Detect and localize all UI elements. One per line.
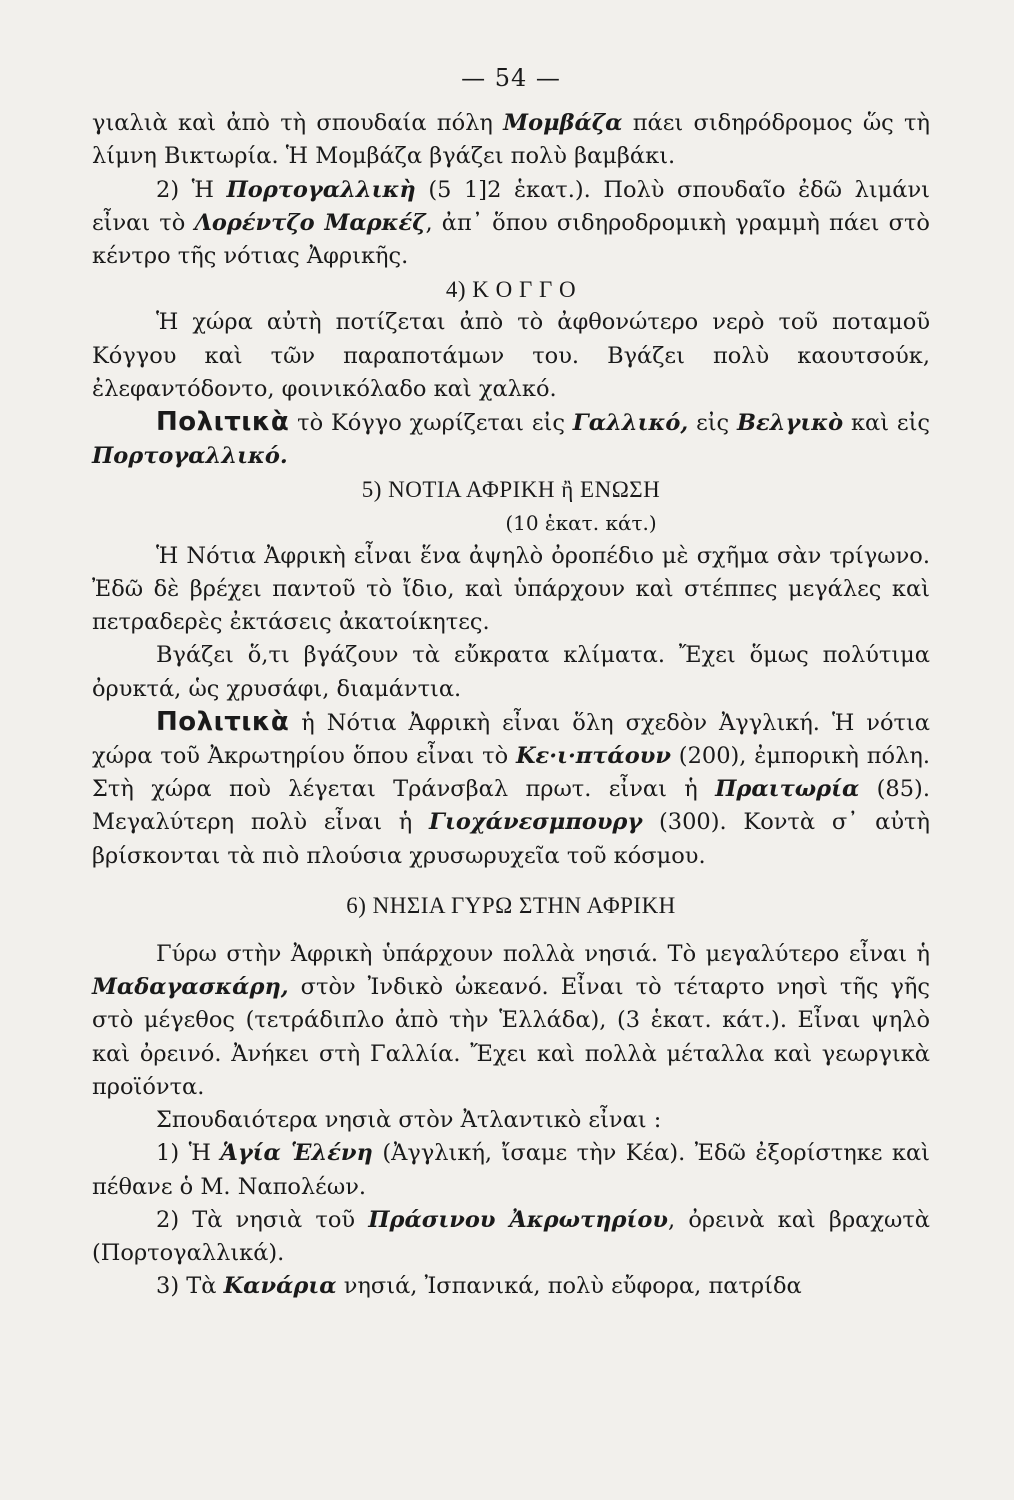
text: 2) Τὰ νησιὰ τοῦ	[156, 1206, 369, 1233]
paragraph-south-africa-minerals: Βγάζει ὅ,τι βγάζουν τὰ εὔκρατα κλίματα. Ἔχει ὅμως πολύτιμα ὀρυκτά, ὡς χρυσάφι, διαμάντια.	[92, 642, 930, 702]
place-cape-town: Κε·ι·πτάουν	[515, 743, 671, 770]
text: (5 1]2 ἑκατ.). Πολὺ σπουδαῖο ἐδῶ λιμάνι εἶναι τὸ	[92, 176, 930, 236]
paragraph-islands	[92, 938, 930, 1104]
text: ἡ Νότια Ἀφρικὴ εἶναι ὅλη σχεδὸν Ἀγγλική. Ἡ νότια χώρα τοῦ Ἀκρωτηρίου ὅπου εἶναι τὸ	[92, 709, 930, 770]
text: εἰς	[688, 410, 738, 437]
politics-label: Πολιτικὰ	[156, 706, 290, 737]
text: (85). Μεγαλύτερη πολὺ εἶναι ἡ	[92, 776, 930, 836]
text: τὸ Κόγγο χωρίζεται εἰς	[289, 410, 573, 437]
paragraph-portuguese-east-africa	[92, 174, 930, 274]
text: , ἀπ᾽ ὅπου σιδηροδρομικὴ γραμμὴ πάει στὸ κέντρο τῆς νότιας Ἀφρικῆς.	[92, 209, 930, 270]
section-heading-south-africa: 5) ΝΟΤΙΑ ΑΦΡΙΚΗ ἢ ΕΝΩΣΗ	[361, 477, 661, 503]
section-heading-congo: 4) Κ Ο Γ Γ Ο	[445, 277, 577, 303]
text: 1) Ἡ	[156, 1140, 221, 1167]
place-belgian: Βελγικὸ	[737, 410, 844, 437]
page-number: — 54 —	[461, 64, 561, 92]
text: , ὀρεινὰ καὶ βραχωτὰ (Πορτογαλλικά).	[92, 1206, 930, 1266]
text: στὸν Ἰνδικὸ ὠκεανό. Εἶναι τὸ τέταρτο νησὶ τῆς γῆς στὸ μέγεθος (τετράδιπλο ἀπὸ τὴν Ἑλλάδα), (3 ἑκατ. κάτ.). Εἶναι ψηλὸ καὶ ὀρεινό. Ἀνήκει στὴ Γαλλία. Ἔχει καὶ πολλὰ μέταλλα καὶ γεωργικὰ προϊόντα.	[92, 974, 930, 1100]
paragraph-south-africa-politics	[92, 706, 930, 873]
place-saint-helena: Ἁγία Ἑλένη	[220, 1140, 373, 1167]
paragraph-atlantic-islands: Σπουδαιότερα νησιὰ στὸν Ἀτλαντικὸ εἶναι :	[156, 1107, 662, 1134]
place-madagascar: Μαδαγασκάρη,	[92, 974, 289, 1001]
paragraph-congo: Ἡ χώρα αὐτὴ ποτίζεται ἀπὸ τὸ ἀφθονώτερο νερὸ τοῦ ποταμοῦ Κόγγου καὶ τῶν παραποτάμων του. Βγάζει πολὺ καουτσούκ, ἐλεφαντόδοντο, φοινικόλαδο καὶ χαλκό.	[92, 309, 930, 402]
paragraph-mombasa	[92, 107, 930, 173]
text: 3) Τὰ	[156, 1273, 224, 1300]
paragraph-saint-helena	[92, 1137, 930, 1203]
place-french: Γαλλικό,	[572, 410, 689, 437]
place-lourenco-marques: Λορέντζο Μαρκέζ	[194, 209, 426, 236]
text: γιαλιὰ καὶ ἀπὸ τὴ σπουδαία πόλη	[92, 110, 504, 137]
section-subheading-area: (10 ἑκατ. κάτ.)	[505, 510, 657, 535]
text: καὶ εἰς	[843, 410, 931, 437]
page-body	[92, 62, 930, 1303]
politics-label: Πολιτικὰ	[156, 407, 290, 438]
section-heading-islands: 6) ΝΗΣΙΑ ΓΥΡΩ ΣΤΗΝ ΑΦΡΙΚΗ	[346, 892, 676, 918]
place-mombasa: Μομβάζα	[503, 110, 623, 137]
text: Γύρω στὴν Ἀφρικὴ ὑπάρχουν πολλὰ νησιά. Τὸ μεγαλύτερο εἶναι ἡ	[156, 941, 930, 968]
place-portuguese: Πορτογαλλικὴ	[226, 176, 416, 203]
text: (Ἀγγλική, ἴσαμε τὴν Κέα). Ἐδῶ ἐξορίστηκε καὶ πέθανε ὁ Μ. Ναπολέων.	[92, 1140, 930, 1200]
paragraph-south-africa: Ἡ Νότια Ἀφρικὴ εἶναι ἕνα ἀψηλὸ ὀροπέδιο μὲ σχῆμα σὰν τρίγωνο. Ἐδῶ δὲ βρέχει παντοῦ τὸ ἴδιο, καὶ ὑπάρχουν καὶ στέππες μεγάλες καὶ πετραδερὲς ἐκτάσεις ἀκατοίκητες.	[92, 542, 930, 636]
paragraph-cape-verde	[92, 1204, 930, 1270]
place-portuguese-congo: Πορτογαλλικό.	[92, 443, 288, 470]
text: (200), ἐμπορικὴ πόλη. Στὴ χώρα ποὺ λέγεται Τράνσβαλ πρωτ. εἶναι ἡ	[92, 743, 930, 803]
text: νησιά, Ἰσπανικά, πολὺ εὔφορα, πατρίδα	[336, 1273, 802, 1300]
text: 2) Ἡ	[156, 176, 227, 203]
place-canary-islands: Κανάρια	[223, 1273, 337, 1300]
place-cape-verde: Πράσινου Ἀκρωτηρίου	[368, 1206, 669, 1233]
paragraph-canary-islands	[92, 1270, 930, 1303]
text: (300). Κοντὰ σ᾽ αὐτὴ βρίσκονται τὰ πιὸ πλούσια χρυσωρυχεῖα τοῦ κόσμου.	[92, 809, 930, 869]
place-johannesburg: Γιοχάνεσμπουργ	[429, 809, 643, 836]
paragraph-congo-politics	[92, 406, 930, 473]
place-pretoria: Πραιτωρία	[715, 776, 860, 803]
text: πάει σιδηρόδρομος ὥς τὴ λίμνη Βικτωρία. Ἡ Μομβάζα βγάζει πολὺ βαμβάκι.	[92, 110, 930, 170]
